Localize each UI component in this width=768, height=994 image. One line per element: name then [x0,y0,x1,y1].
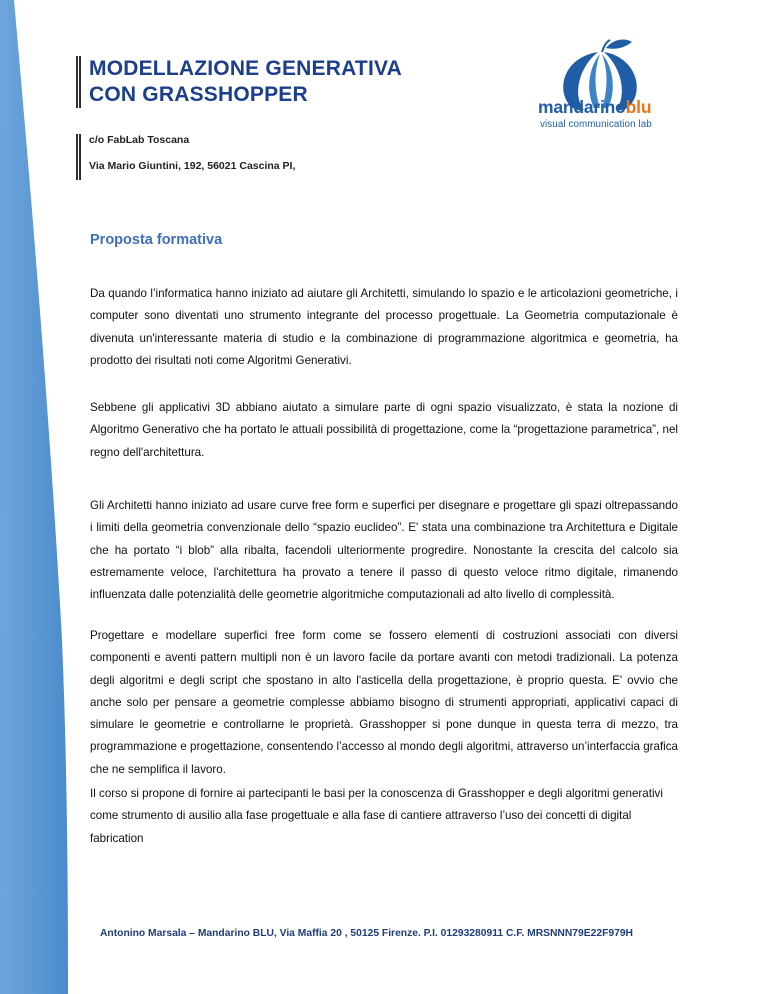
paragraph-5: Il corso si propone di fornire ai partecipanti le basi per la conoscenza di Grasshopper e degli algoritmi generativi come strumento di ausilio alla fase progettuale e alla fase di cantiere attraverso l’uso dei concetti di digital fabrication [90,787,663,845]
document-title-line-2: CON GRASSHOPPER [89,83,308,106]
logo-tagline: visual communication lab [540,119,652,130]
address-line-2: Via Mario Giuntini, 192, 56021 Cascina PI, [89,160,296,172]
address-line-1: c/o FabLab Toscana [89,134,190,146]
side-band-decoration [0,0,70,994]
paragraph-4: Progettare e modellare superfici free form come se fossero elementi di costruzioni associati con diversi componenti e aventi pattern multipli non è un lavoro facile da portare avanti con metodi tradizionali. La potenza degli algoritmi e degli script che spostano in alto l'asticella della progettazione, è proprio questa. E' ovvio che anche solo per pensare a geometrie complesse abbiamo bisogno di strumenti appropriati, applicativi capaci di simulare le geometrie e controllarne le proprietà. Grasshopper si pone dunque in questa terra di mezzo, tra programmazione e progettazione, consentendo l’accesso al mondo degli algoritmi, attraverso un’interfaccia grafica che ne semplifica il lavoro. [90,629,678,776]
address-block [76,134,295,180]
document-title-line-1: MODELLAZIONE GENERATIVA [89,57,402,80]
paragraph-3: Gli Architetti hanno iniziato ad usare curve free form e superfici per disegnare e progettare gli spazi oltrepassando i limiti della geometria convenzionale dello “spazio euclideo”. E' stata una combinazione tra Architettura e Digitale che ha portato “i blob” alla ribalta, facendoli ulteriormente progredire. Nonostante la crescita del calcolo sia estremamente veloce, l'architettura ha provato a tenere il passo di questo veloce ritmo digitale, rimanendo influenzata dalle potenzialità delle geometrie algoritmiche computazionali ad alto livello di complessità. [90,499,678,602]
paragraph-2: Sebbene gli applicativi 3D abbiano aiutato a simulare parte di ogni spazio visualizzato, è stata la nozione di Algoritmo Generativo che ha portato le attuali possibilità di progettazione, come la “progettazione parametrica”, nel regno dell'architettura. [90,401,678,459]
section-title: Proposta formativa [90,232,223,248]
logo-name-part1: mandarino [538,97,626,117]
title-block [76,56,402,108]
footer: Antonino Marsala – Mandarino BLU, Via Maffia 20 , 50125 Firenze. P.I. 01293280911 C.F. MRSNNN79E22F979H [100,928,633,939]
logo-wordmark [538,98,651,116]
logo-name-part2: blu [625,97,652,117]
paragraph-1: Da quando l’informatica hanno iniziato ad aiutare gli Architetti, simulando lo spazio e le articolazioni geometriche, i computer sono diventati uno strumento integrante del processo progettuale. La Geometria computazionale è divenuta un'interessante materia di studio e la combinazione di programmazione algoritmica e geometria, ha prodotto dei risultati noti come Algoritmi Generativi. [90,287,678,367]
